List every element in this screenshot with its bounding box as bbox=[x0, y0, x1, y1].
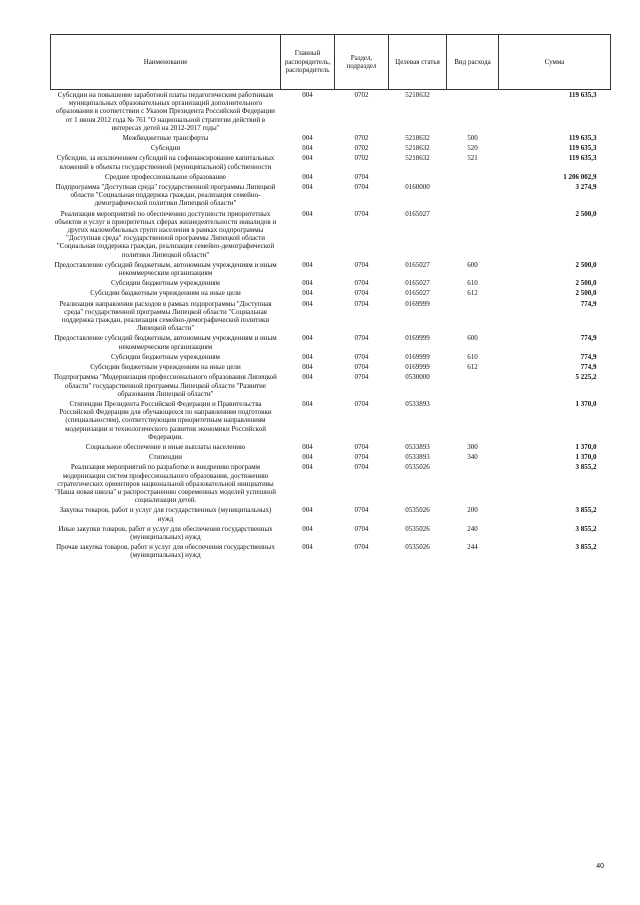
cell-section: 0704 bbox=[354, 373, 369, 382]
cell-target-article: 0165027 bbox=[405, 260, 430, 269]
cell-section: 0704 bbox=[354, 334, 369, 343]
cell-section: 0702 bbox=[354, 154, 369, 163]
cell-target-article: 0169999 bbox=[405, 334, 430, 343]
cell-target-article: 0533893 bbox=[405, 399, 430, 408]
cell-expense-type: 600 bbox=[467, 260, 478, 269]
table-row bbox=[51, 90, 611, 135]
cell-section: 0704 bbox=[354, 352, 369, 361]
table-row bbox=[51, 261, 611, 279]
header-expense-type: Вид расхода bbox=[447, 35, 499, 90]
table-row bbox=[51, 453, 611, 463]
cell-main-manager: 004 bbox=[302, 543, 313, 552]
cell-expense-type: 300 bbox=[467, 442, 478, 451]
cell-sum: 774,9 bbox=[580, 363, 597, 372]
cell-sum: 3 855,2 bbox=[575, 524, 597, 533]
cell-expense-type: 612 bbox=[467, 363, 478, 372]
cell-target-article: 0169999 bbox=[405, 352, 430, 361]
cell-name: Социальное обеспечение и иные выплаты населению bbox=[85, 442, 246, 451]
header-section: Раздел, подраздел bbox=[335, 35, 389, 90]
cell-section: 0704 bbox=[354, 453, 369, 462]
cell-name: Реализация мероприятий по обеспечению доступности приоритетных объектов и услуг в приоритетных сферах жизнедеятельности инвалидов и других маломобильных групп населения в рамках подпрограммы "Доступная среда" государственной программы Липецкой области "Социальная поддержка граждан, реализация семейно-демографической политики Липецкой области" bbox=[54, 209, 277, 259]
cell-section: 0704 bbox=[354, 172, 369, 181]
cell-name: Реализация мероприятий по разработке и внедрению программ модернизации систем профессионального образования, достижению стратегических ориентиров национальной образовательной инициативы "Наша новая школа" и распространению современных моделей успешной социализации детей. bbox=[54, 463, 276, 505]
table-row bbox=[51, 134, 611, 144]
cell-target-article: 5218632 bbox=[405, 91, 430, 99]
cell-main-manager: 004 bbox=[302, 524, 313, 533]
cell-main-manager: 004 bbox=[302, 463, 313, 472]
cell-section: 0702 bbox=[354, 134, 369, 143]
cell-target-article: 0169999 bbox=[405, 363, 430, 372]
cell-expense-type: 610 bbox=[467, 279, 478, 288]
cell-name: Субсидии bbox=[150, 144, 181, 153]
cell-name: Подпрограмма "Доступная среда" государственной программы Липецкой области "Социальная поддержка граждан, реализация семейно-демографической политики Липецкой области" bbox=[55, 183, 276, 208]
cell-expense-type: 520 bbox=[467, 144, 478, 153]
cell-expense-type: 610 bbox=[467, 352, 478, 361]
cell-expense-type: 612 bbox=[467, 289, 478, 298]
cell-section: 0704 bbox=[354, 260, 369, 269]
cell-target-article: 0533893 bbox=[405, 453, 430, 462]
cell-main-manager: 004 bbox=[302, 363, 313, 372]
cell-expense-type bbox=[447, 400, 499, 443]
header-sum: Сумма bbox=[499, 35, 611, 90]
cell-expense-type bbox=[447, 183, 499, 210]
page-number: 40 bbox=[596, 863, 604, 870]
table-row bbox=[51, 210, 611, 261]
cell-main-manager: 004 bbox=[302, 91, 313, 99]
cell-name: Предоставление субсидий бюджетным, автономным учреждениям и иным некоммерческим организациям bbox=[54, 334, 277, 351]
cell-expense-type: 500 bbox=[467, 134, 478, 143]
cell-expense-type: 600 bbox=[467, 334, 478, 343]
table-row bbox=[51, 463, 611, 506]
cell-section: 0704 bbox=[354, 183, 369, 192]
cell-expense-type: 240 bbox=[467, 524, 478, 533]
cell-section: 0704 bbox=[354, 543, 369, 552]
table-row bbox=[51, 173, 611, 183]
cell-target-article: 0165027 bbox=[405, 209, 430, 218]
cell-main-manager: 004 bbox=[302, 442, 313, 451]
cell-target-article: 0165027 bbox=[405, 289, 430, 298]
cell-main-manager: 004 bbox=[302, 334, 313, 343]
cell-target-article: 0535026 bbox=[405, 463, 430, 472]
cell-target-article: 5218632 bbox=[405, 154, 430, 163]
cell-expense-type bbox=[447, 373, 499, 400]
cell-main-manager: 004 bbox=[302, 260, 313, 269]
cell-section: 0704 bbox=[354, 506, 369, 515]
cell-name: Подпрограмма "Модернизация профессионального образования Липецкой области" государственной программы Липецкой области "Развитие образования Липецкой области" bbox=[54, 373, 277, 398]
table-row bbox=[51, 144, 611, 154]
cell-main-manager: 004 bbox=[302, 399, 313, 408]
cell-target-article: 0165027 bbox=[405, 279, 430, 288]
table-row bbox=[51, 443, 611, 453]
cell-expense-type: 521 bbox=[467, 154, 478, 163]
cell-sum: 5 225,2 bbox=[575, 373, 597, 382]
cell-expense-type bbox=[447, 173, 499, 183]
cell-sum: 3 855,2 bbox=[575, 543, 597, 552]
cell-target-article: 0535026 bbox=[405, 524, 430, 533]
cell-sum: 2 500,0 bbox=[575, 209, 597, 218]
cell-name: Субсидии, за исключением субсидий на софинансирование капитальных вложений в объекты государственной (муниципальной) собственности bbox=[56, 154, 275, 171]
header-name: Наименование bbox=[51, 35, 281, 90]
table-row bbox=[51, 183, 611, 210]
cell-section: 0704 bbox=[354, 399, 369, 408]
cell-section: 0704 bbox=[354, 209, 369, 218]
cell-sum: 774,9 bbox=[580, 352, 597, 361]
cell-sum: 119 635,3 bbox=[568, 91, 597, 99]
cell-sum: 1 206 002,9 bbox=[563, 172, 597, 181]
cell-sum: 2 500,0 bbox=[575, 260, 597, 269]
cell-main-manager: 004 bbox=[302, 352, 313, 361]
cell-expense-type: 200 bbox=[467, 506, 478, 515]
header-main-manager: Главный распорядитель, распорядитель bbox=[281, 35, 335, 90]
cell-main-manager: 004 bbox=[302, 506, 313, 515]
cell-main-manager: 004 bbox=[302, 154, 313, 163]
cell-section: 0702 bbox=[354, 144, 369, 153]
header-target-article: Целевая статья bbox=[389, 35, 447, 90]
cell-name: Субсидии на повышение заработной платы педагогическим работникам муниципальных образовательных организаций дополнительного образования в соответствии с Указом Президента Российской Федерации от 1 июня 2012 года № 761 "О национальной стратегии действий в интересах детей на 2012-2017 годы" bbox=[56, 91, 275, 132]
cell-section: 0704 bbox=[354, 442, 369, 451]
cell-name: Стипендии bbox=[148, 453, 183, 462]
cell-name: Прочая закупка товаров, работ и услуг для обеспечения государственных (муниципальных) нужд bbox=[56, 543, 275, 560]
cell-target-article: 0530000 bbox=[405, 373, 430, 382]
cell-main-manager: 004 bbox=[302, 373, 313, 382]
cell-main-manager: 004 bbox=[302, 144, 313, 153]
cell-target-article: 0169999 bbox=[405, 299, 430, 308]
cell-main-manager: 004 bbox=[302, 289, 313, 298]
cell-name: Предоставление субсидий бюджетным, автономным учреждениям и иным некоммерческим организациям bbox=[54, 260, 277, 278]
table-row bbox=[51, 543, 611, 561]
table-row bbox=[51, 373, 611, 400]
table-row bbox=[51, 289, 611, 299]
cell-main-manager: 004 bbox=[302, 299, 313, 308]
cell-name: Стипендии Президента Российской Федерации и Правительства Российской Федерации для обучающихся по направлениям подготовки (специальностям), соответствующим приоритетным направлениям модернизации и технологического развития экономики Российской Федерации. bbox=[59, 399, 272, 441]
table-row bbox=[51, 506, 611, 524]
table-row bbox=[51, 334, 611, 352]
cell-name: Субсидии бюджетным учреждениям на иные цели bbox=[90, 289, 241, 298]
table-row bbox=[51, 300, 611, 335]
cell-main-manager: 004 bbox=[302, 453, 313, 462]
cell-sum: 119 635,3 bbox=[568, 154, 597, 163]
cell-name: Иные закупки товаров, работ и услуг для обеспечения государственных (муниципальных) нужд bbox=[58, 524, 273, 541]
cell-name: Субсидии бюджетным учреждениям bbox=[111, 279, 220, 288]
cell-sum: 3 855,2 bbox=[575, 506, 597, 515]
cell-target-article: 5218632 bbox=[405, 134, 430, 143]
cell-sum: 1 370,0 bbox=[575, 399, 597, 408]
cell-expense-type bbox=[447, 210, 499, 261]
cell-section: 0704 bbox=[354, 463, 369, 472]
cell-target-article: 0160000 bbox=[405, 183, 430, 192]
cell-sum: 1 370,0 bbox=[575, 442, 597, 451]
cell-main-manager: 004 bbox=[302, 183, 313, 192]
cell-sum: 2 500,0 bbox=[575, 289, 597, 298]
budget-table bbox=[50, 34, 611, 562]
table-row bbox=[51, 400, 611, 443]
table-row bbox=[51, 363, 611, 373]
cell-main-manager: 004 bbox=[302, 209, 313, 218]
cell-expense-type bbox=[447, 463, 499, 506]
table-row bbox=[51, 279, 611, 289]
cell-main-manager: 004 bbox=[302, 134, 313, 143]
cell-sum: 774,9 bbox=[580, 334, 597, 343]
cell-sum: 119 635,3 bbox=[568, 144, 597, 153]
cell-target-article bbox=[389, 173, 447, 183]
cell-sum: 3 274,9 bbox=[575, 183, 597, 192]
cell-sum: 119 635,3 bbox=[568, 134, 597, 143]
table-row bbox=[51, 154, 611, 172]
cell-main-manager: 004 bbox=[302, 279, 313, 288]
cell-name: Закупка товаров, работ и услуг для государственных (муниципальных) нужд bbox=[59, 506, 272, 523]
cell-name: Межбюджетные трансферты bbox=[122, 134, 209, 143]
cell-sum: 2 500,0 bbox=[575, 279, 597, 288]
cell-name: Субсидии бюджетным учреждениям bbox=[111, 352, 220, 361]
cell-target-article: 5218632 bbox=[405, 144, 430, 153]
cell-section: 0704 bbox=[354, 524, 369, 533]
cell-target-article: 0535026 bbox=[405, 506, 430, 515]
cell-sum: 1 370,0 bbox=[575, 453, 597, 462]
cell-section: 0704 bbox=[354, 299, 369, 308]
cell-expense-type bbox=[447, 300, 499, 335]
cell-name: Субсидии бюджетным учреждениям на иные цели bbox=[90, 363, 241, 372]
cell-section: 0704 bbox=[354, 279, 369, 288]
cell-sum: 3 855,2 bbox=[575, 463, 597, 472]
cell-target-article: 0533893 bbox=[405, 442, 430, 451]
table-row bbox=[51, 353, 611, 363]
cell-expense-type: 340 bbox=[467, 453, 478, 462]
cell-name: Среднее профессиональное образование bbox=[104, 172, 227, 181]
cell-section: 0702 bbox=[354, 91, 369, 99]
cell-main-manager: 004 bbox=[302, 172, 313, 181]
cell-expense-type bbox=[447, 90, 499, 135]
table-header-row bbox=[51, 35, 611, 90]
budget-document bbox=[50, 34, 610, 562]
table-row bbox=[51, 525, 611, 543]
cell-target-article: 0535026 bbox=[405, 543, 430, 552]
cell-name: Реализация направления расходов в рамках подпрограммы "Доступная среда" государственной программы Липецкой области "Социальная поддержка граждан, реализация семейно-демографической политики Липецкой области" bbox=[59, 299, 272, 333]
cell-section: 0704 bbox=[354, 289, 369, 298]
cell-expense-type: 244 bbox=[467, 543, 478, 552]
cell-sum: 774,9 bbox=[580, 299, 597, 308]
cell-section: 0704 bbox=[354, 363, 369, 372]
